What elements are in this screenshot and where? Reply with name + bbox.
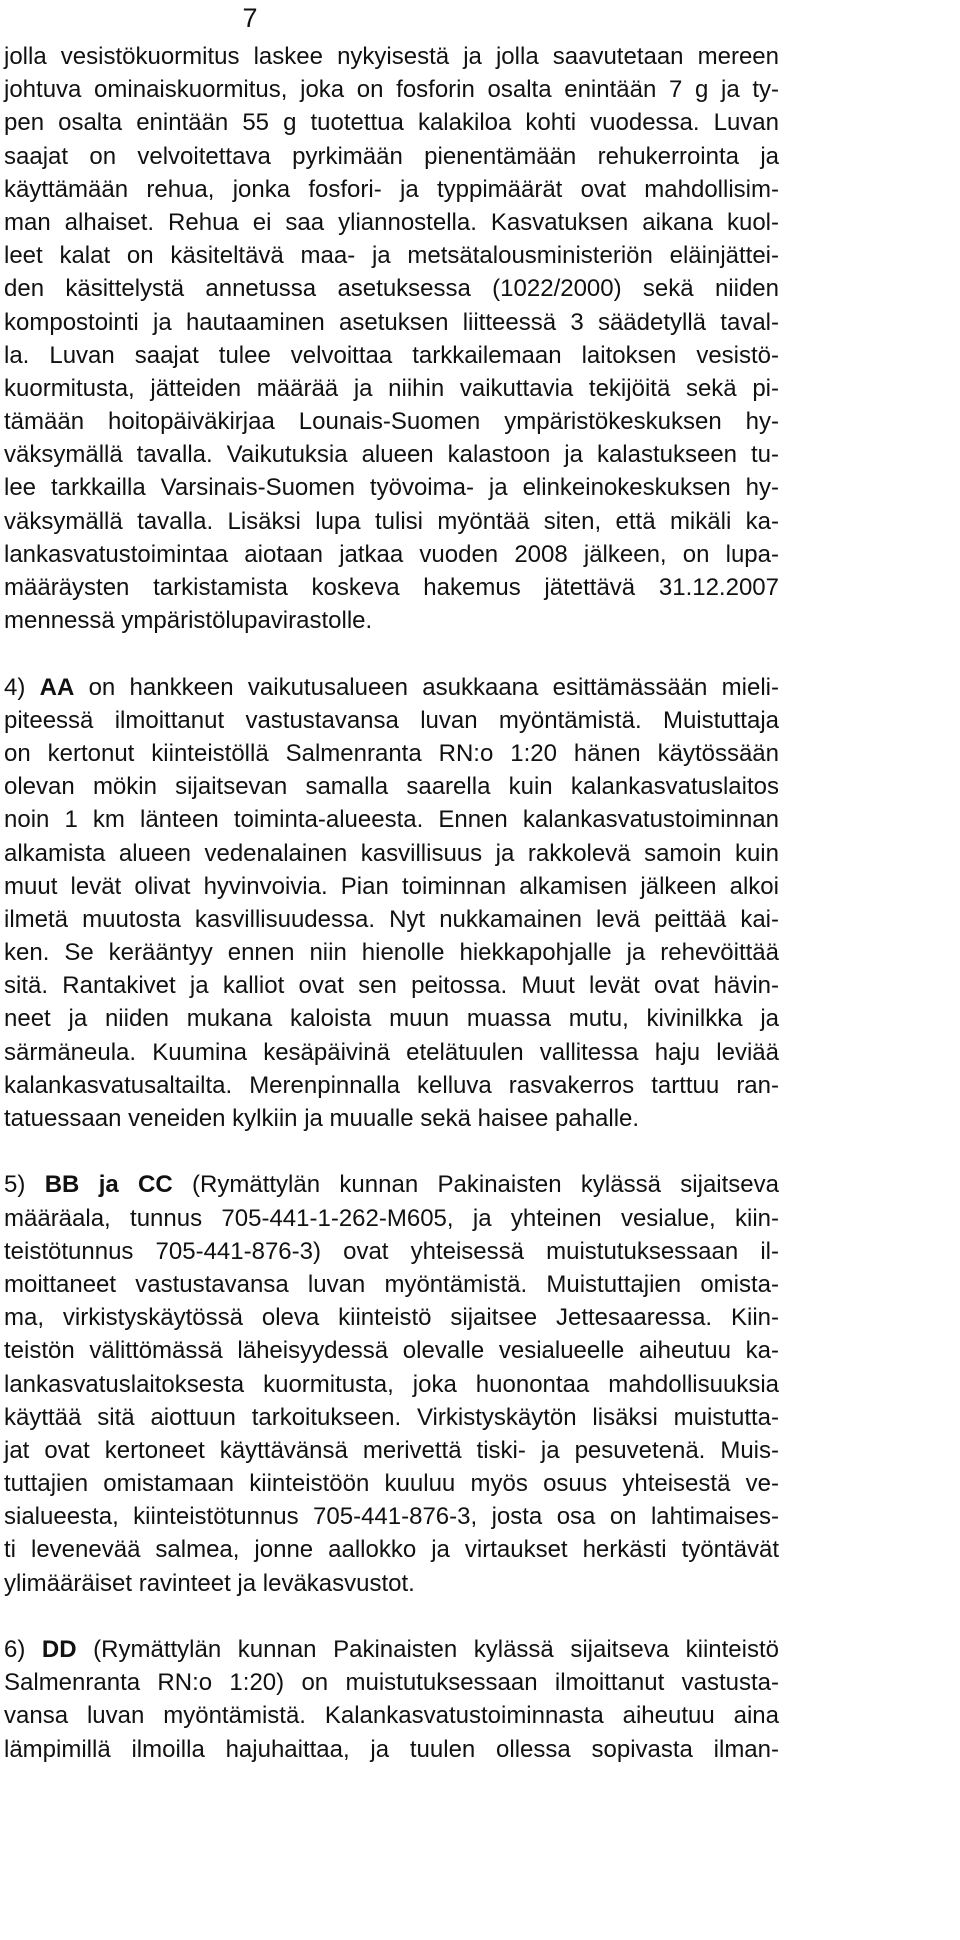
- text-line: teistön välittömässä läheisyydessä olevalle vesialueelle aiheutuu ka-: [4, 1337, 779, 1365]
- text-line: olevan mökin sijaitsevan samalla saarella kuin kalankasvatuslaitos: [4, 773, 779, 801]
- text-line: piteessä ilmoittanut vastustavansa luvan myöntämistä. Muistuttaja: [4, 706, 779, 734]
- text-line: ylimääräiset ravinteet ja leväkasvustot.: [4, 1569, 415, 1597]
- text-line: kalankasvatusaltailta. Merenpinnalla kelluva rasvakerros tarttuu ran-: [4, 1071, 779, 1099]
- text-line: sialueesta, kiinteistötunnus 705-441-876-3, josta osa on lahtimaises-: [4, 1503, 779, 1531]
- text-line: neet ja niiden mukana kaloista muun muassa mutu, kivinilkka ja: [4, 1005, 779, 1033]
- text-line: jolla vesistökuormitus laskee nykyisestä ja jolla saavutetaan mereen: [4, 43, 779, 70]
- text-line: ilmetä muutosta kasvillisuudessa. Nyt nukkamainen levä peittää kai-: [4, 905, 779, 933]
- text-line: tuttajien omistamaan kiinteistöön kuuluu myös osuus yhteisestä ve-: [4, 1470, 779, 1498]
- text-line: moittaneet vastustavansa luvan myöntämistä. Muistuttajien omista-: [4, 1270, 779, 1298]
- paragraph-gap: [4, 1135, 779, 1168]
- text-line: alkamista alueen vedenalainen kasvillisuus ja rakkolevä samoin kuin: [4, 839, 779, 867]
- person-identifier: DD: [41, 1636, 77, 1663]
- text-line: käyttää sitä aiottuun tarkoitukseen. Virkistyskäytön lisäksi muistutta-: [4, 1403, 779, 1431]
- text-line: teistötunnus 705-441-876-3) ovat yhteisessä muistutuksessaan il-: [4, 1237, 779, 1265]
- paragraph-gap: [4, 637, 779, 670]
- paragraph-gap: [4, 1600, 779, 1633]
- text-line: leet kalat on käsiteltävä maa- ja metsätalousministeriön eläinjättei-: [4, 242, 779, 270]
- text-line: 6) DD (Rymättylän kunnan Pakinaisten kylässä sijaitseva kiinteistö: [4, 1636, 779, 1663]
- text-line: 5) BB ja CC (Rymättylän kunnan Pakinaisten kylässä sijaitseva: [4, 1171, 779, 1199]
- text-line: ma, virkistyskäytössä oleva kiinteistö sijaitsee Jettesaaressa. Kiin-: [4, 1304, 779, 1332]
- text-line: käyttämään rehua, jonka fosfori- ja typpimäärät ovat mahdollisim-: [4, 175, 779, 203]
- text-line: väksymällä tavalla. Lisäksi lupa tulisi myöntää siten, että mikäli ka-: [4, 507, 779, 535]
- text-line: saajat on velvoitettava pyrkimään pienentämään rehukerrointa ja: [4, 142, 779, 170]
- text-line: pen osalta enintään 55 g tuotettua kalakiloa kohti vuodessa. Luvan: [4, 109, 779, 137]
- person-identifier: BB ja CC: [44, 1171, 173, 1199]
- text-line: on kertonut kiinteistöllä Salmenranta RN:o 1:20 hänen käytössään: [4, 739, 779, 767]
- text-line: mennessä ympäristölupavirastolle.: [4, 607, 373, 635]
- page-number: 7: [242, 3, 258, 33]
- text-line: lämpimillä ilmoilla hajuhaittaa, ja tuulen ollessa sopivasta ilman-: [4, 1735, 779, 1763]
- text-line: muut levät olivat hyvinvoivia. Pian toiminnan alkamisen jälkeen alkoi: [4, 872, 779, 900]
- text-line: väksymällä tavalla. Vaikutuksia alueen kalastoon ja kalastukseen tu-: [4, 441, 779, 469]
- text-line: den käsittelystä annetussa asetuksessa (1022/2000) sekä niiden: [4, 275, 779, 303]
- text-line: lankasvatuslaitoksesta kuormitusta, joka huonontaa mahdollisuuksia: [4, 1370, 779, 1398]
- text-line: jat ovat kertoneet käyttävänsä merivettä tiski- ja pesuvetenä. Muis-: [4, 1436, 779, 1464]
- person-identifier: AA: [39, 673, 75, 701]
- text-line: ti levenevää salmea, jonne aallokko ja virtaukset herkästi työntävät: [4, 1536, 779, 1564]
- text-line: kompostointi ja hautaaminen asetuksen liitteessä 3 säädetyllä taval-: [4, 308, 779, 336]
- text-line: tatuessaan veneiden kylkiin ja muualle sekä haisee pahalle.: [4, 1105, 640, 1132]
- text-line: johtuva ominaiskuormitus, joka on fosforin osalta enintään 7 g ja ty-: [4, 76, 779, 104]
- text-line: määräysten tarkistamista koskeva hakemus jätettävä 31.12.2007: [4, 574, 779, 601]
- text-line: sitä. Rantakivet ja kalliot ovat sen peitossa. Muut levät ovat hävin-: [4, 972, 779, 1000]
- document-body: [4, 40, 779, 1766]
- text-line: noin 1 km länteen toiminta-alueesta. Ennen kalankasvatustoiminnan: [4, 806, 779, 834]
- text-line: särmäneula. Kuumina kesäpäivinä etelätuulen vallitessa haju leviää: [4, 1038, 779, 1066]
- text-line: man alhaiset. Rehua ei saa yliannostella. Kasvatuksen aikana kuol-: [4, 208, 779, 236]
- text-line: vansa luvan myöntämistä. Kalankasvatustoiminnasta aiheutuu aina: [4, 1702, 779, 1730]
- text-line: määräala, tunnus 705-441-1-262-M605, ja yhteinen vesialue, kiin-: [4, 1204, 779, 1232]
- text-line: lankasvatustoimintaa aiotaan jatkaa vuoden 2008 jälkeen, on lupa-: [4, 540, 779, 568]
- text-line: la. Luvan saajat tulee velvoittaa tarkkailemaan laitoksen vesistö-: [4, 341, 779, 369]
- text-line: ken. Se kerääntyy ennen niin hienolle hiekkapohjalle ja rehevöittää: [4, 939, 779, 967]
- text-line: 4) AA on hankkeen vaikutusalueen asukkaana esittämässään mieli-: [4, 673, 780, 701]
- text-line: tämään hoitopäiväkirjaa Lounais-Suomen ympäristökeskuksen hy-: [4, 408, 779, 436]
- text-line: lee tarkkailla Varsinais-Suomen työvoima- ja elinkeinokeskuksen hy-: [4, 474, 779, 502]
- text-line: Salmenranta RN:o 1:20) on muistutuksessaan ilmoittanut vastusta-: [4, 1669, 779, 1697]
- text-line: kuormitusta, jätteiden määrää ja niihin vaikuttavia tekijöitä sekä pi-: [4, 374, 779, 402]
